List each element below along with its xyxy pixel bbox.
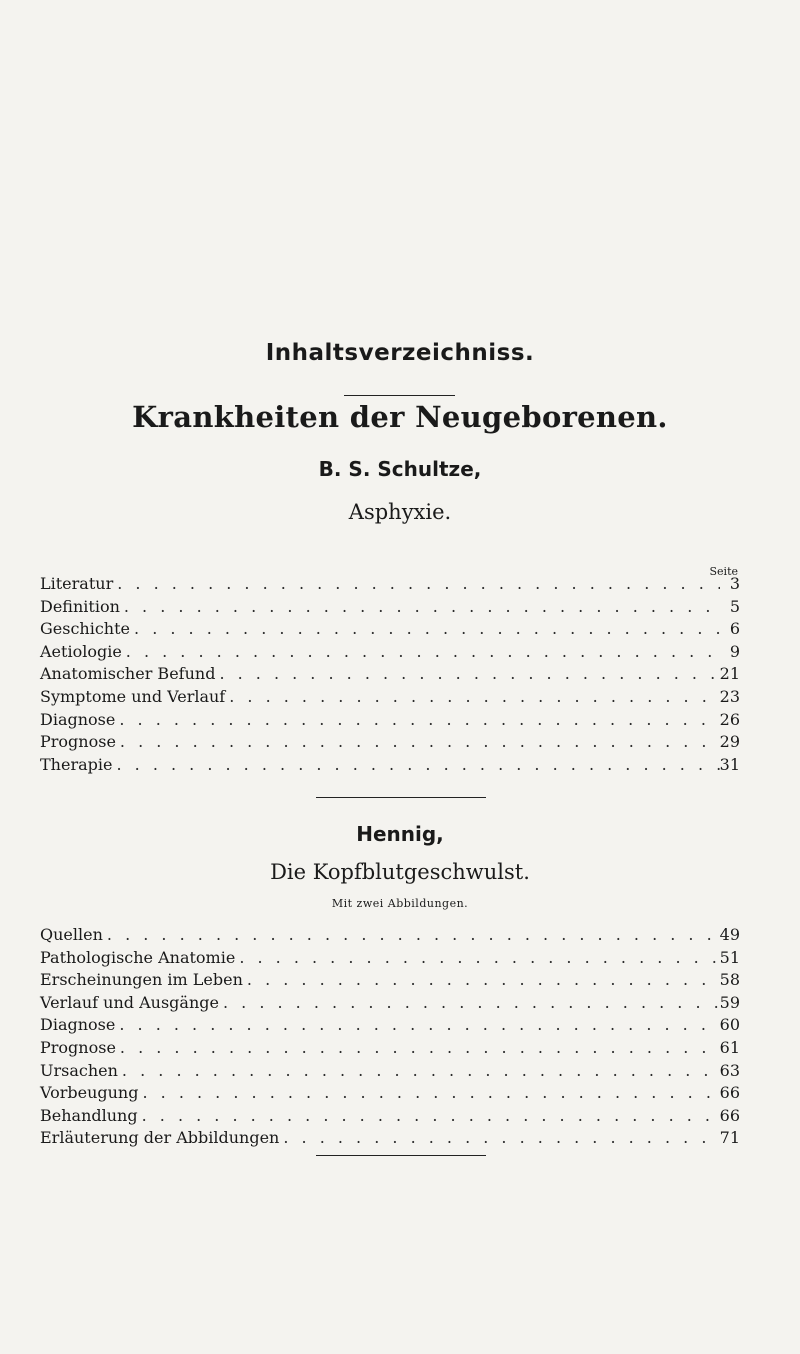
toc-entry <box>40 1038 740 1061</box>
section2-author: Hennig, <box>356 822 444 846</box>
toc-entry <box>40 642 740 665</box>
section1-subtitle: Asphyxie. <box>348 500 452 524</box>
toc-leader-dots <box>138 1106 720 1125</box>
toc-entry-label: Prognose <box>40 732 116 752</box>
toc-leader-dots <box>138 1083 719 1102</box>
toc-entry <box>40 619 740 642</box>
toc-entry-page: 60 <box>719 1015 740 1035</box>
toc-entry-label: Anatomischer Befund <box>40 664 216 684</box>
toc-entry <box>40 732 740 755</box>
toc-leader-dots <box>225 687 719 706</box>
toc-entry-page: 5 <box>729 596 740 616</box>
toc-entry-page: 71 <box>719 1128 740 1148</box>
toc-leader-dots <box>113 574 720 593</box>
page-heading: Inhaltsverzeichniss. <box>265 340 535 366</box>
toc-entry-page: 58 <box>719 970 740 990</box>
toc-entry <box>40 1128 740 1151</box>
toc-leader-dots <box>122 642 720 661</box>
toc-entry <box>40 710 740 733</box>
toc-entry <box>40 597 740 620</box>
section1-toc <box>40 574 740 777</box>
toc-entry-label: Quellen <box>40 925 103 944</box>
toc-leader-dots <box>112 755 719 774</box>
divider-middle <box>316 797 486 798</box>
toc-entry <box>40 574 740 597</box>
page-column-label: Seite <box>709 565 738 578</box>
toc-entry-page: 66 <box>719 1083 740 1103</box>
toc-entry-page: 21 <box>719 664 740 684</box>
toc-entry-label: Erläuterung der Abbildungen <box>40 1128 280 1148</box>
toc-leader-dots <box>130 619 720 638</box>
toc-entry-page: 59 <box>719 992 740 1012</box>
toc-entry <box>40 1083 740 1106</box>
toc-leader-dots <box>120 597 720 616</box>
toc-entry <box>40 970 740 993</box>
toc-entry <box>40 925 740 948</box>
toc-entry-label: Erscheinungen im Leben <box>40 970 243 990</box>
toc-entry-page: 9 <box>729 641 740 661</box>
toc-leader-dots <box>116 1038 720 1057</box>
toc-entry-label: Ursachen <box>40 1060 118 1080</box>
section2-toc <box>40 925 740 1151</box>
section2-subtitle: Die Kopfblutgeschwulst. <box>270 860 530 884</box>
toc-entry-label: Diagnose <box>40 709 116 729</box>
toc-entry-page: 23 <box>719 686 740 706</box>
toc-entry-label: Literatur <box>40 574 114 593</box>
toc-leader-dots <box>115 710 719 729</box>
divider-bottom <box>316 1155 486 1156</box>
toc-entry-page: 61 <box>719 1037 740 1057</box>
toc-entry-page: 51 <box>719 947 740 967</box>
toc-entry <box>40 948 740 971</box>
toc-leader-dots <box>103 925 720 944</box>
toc-entry-page: 29 <box>719 732 740 752</box>
toc-entry-page: 66 <box>719 1105 740 1125</box>
toc-entry-page: 31 <box>719 754 740 774</box>
toc-entry-page: 63 <box>719 1060 740 1080</box>
toc-entry-label: Prognose <box>40 1037 116 1057</box>
toc-leader-dots <box>215 664 719 683</box>
toc-entry <box>40 1061 740 1084</box>
toc-entry <box>40 664 740 687</box>
section1-author: B. S. Schultze, <box>318 457 482 481</box>
toc-entry-label: Aetiologie <box>40 641 122 661</box>
section2-note: Mit zwei Abbildungen. <box>331 897 469 910</box>
toc-entry-label: Therapie <box>40 754 113 774</box>
toc-entry-label: Symptome und Verlauf <box>40 686 226 706</box>
toc-leader-dots <box>118 1061 720 1080</box>
toc-entry <box>40 1106 740 1129</box>
toc-leader-dots <box>235 948 719 967</box>
toc-entry-label: Pathologische Anatomie <box>40 947 236 967</box>
toc-entry-label: Behandlung <box>40 1105 138 1125</box>
toc-entry-page: 26 <box>719 709 740 729</box>
toc-entry-page: 49 <box>719 925 740 944</box>
divider-top <box>344 395 455 396</box>
toc-leader-dots <box>116 732 720 751</box>
book-title: Krankheiten der Neugeborenen. <box>132 400 668 434</box>
toc-entry-label: Vorbeugung <box>40 1083 139 1103</box>
toc-entry-page: 3 <box>729 574 740 593</box>
toc-leader-dots <box>219 993 720 1012</box>
toc-entry-label: Verlauf und Ausgänge <box>40 992 219 1012</box>
toc-leader-dots <box>243 970 720 989</box>
toc-leader-dots <box>279 1128 719 1147</box>
toc-entry-label: Diagnose <box>40 1015 116 1035</box>
toc-leader-dots <box>115 1015 719 1034</box>
toc-entry <box>40 993 740 1016</box>
toc-entry <box>40 755 740 778</box>
toc-entry <box>40 1015 740 1038</box>
toc-entry <box>40 687 740 710</box>
toc-entry-page: 6 <box>729 619 740 639</box>
toc-entry-label: Geschichte <box>40 619 131 639</box>
toc-entry-label: Definition <box>40 596 120 616</box>
